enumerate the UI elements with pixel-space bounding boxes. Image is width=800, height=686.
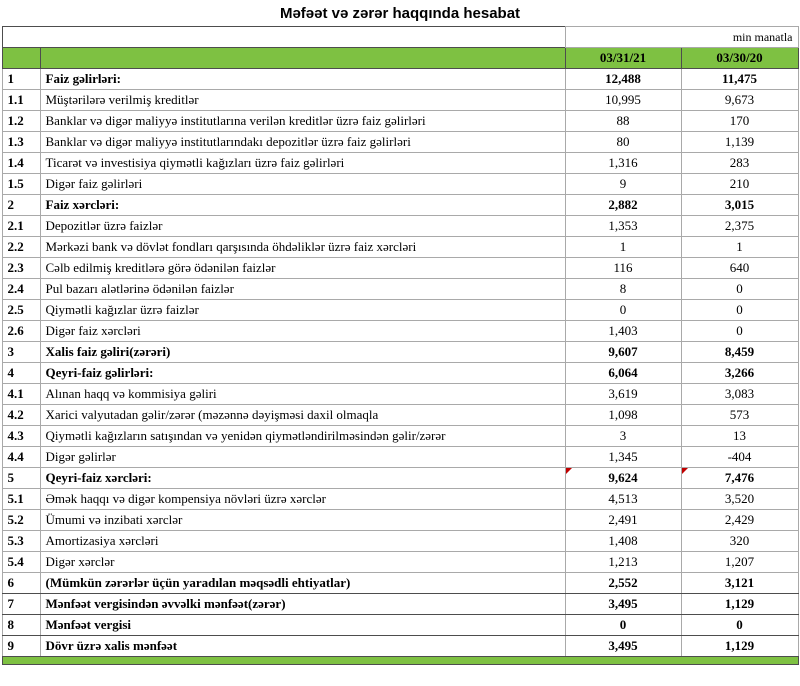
- value-cell: 1,345: [565, 447, 681, 468]
- value-cell: 3,495: [565, 594, 681, 615]
- value-cell: 9,607: [565, 342, 681, 363]
- row-number-cell: 1: [2, 69, 40, 90]
- value-cell: 1,207: [681, 552, 798, 573]
- row-number-cell: 2.3: [2, 258, 40, 279]
- value-cell: 3,121: [681, 573, 798, 594]
- row-number-cell: 2: [2, 195, 40, 216]
- row-label-cell: Ticarət və investisiya qiymətli kağızları üzrə faiz gəlirləri: [40, 153, 565, 174]
- row-label-cell: Pul bazarı alətlərinə ödənilən faizlər: [40, 279, 565, 300]
- value-cell: 1: [681, 237, 798, 258]
- page-title: Məfəət və zərər haqqında hesabat: [279, 5, 521, 22]
- row-number-cell: 1.4: [2, 153, 40, 174]
- row-number-cell: 4.2: [2, 405, 40, 426]
- table-row: [2, 615, 798, 636]
- unit-note-spacer: [2, 27, 565, 48]
- value-cell: 116: [565, 258, 681, 279]
- value-cell: 3,083: [681, 384, 798, 405]
- value-cell: 1,213: [565, 552, 681, 573]
- value-cell: 1,316: [565, 153, 681, 174]
- table-row: [2, 363, 798, 384]
- table-row: [2, 195, 798, 216]
- row-number-cell: 2.2: [2, 237, 40, 258]
- value-cell: 3,495: [565, 636, 681, 657]
- table-row: [2, 90, 798, 111]
- value-cell: 6,064: [565, 363, 681, 384]
- table-row: [2, 258, 798, 279]
- row-label-cell: Digər faiz gəlirləri: [40, 174, 565, 195]
- header-num-cell: [2, 48, 40, 69]
- value-cell: 1,129: [681, 594, 798, 615]
- row-number-cell: 5.3: [2, 531, 40, 552]
- unit-note: min manatla: [565, 27, 798, 48]
- table-row: [2, 111, 798, 132]
- value-cell: 10,995: [565, 90, 681, 111]
- unit-note-row: [2, 27, 798, 48]
- table-row: [2, 489, 798, 510]
- value-cell: 320: [681, 531, 798, 552]
- value-cell: 1: [565, 237, 681, 258]
- row-label-cell: Əmək haqqı və digər kompensiya növləri üzrə xərclər: [40, 489, 565, 510]
- table-row: [2, 573, 798, 594]
- header-period-1: 03/31/21: [565, 48, 681, 69]
- table-row: [2, 153, 798, 174]
- row-label-cell: Qeyri-faiz gəlirləri:: [40, 363, 565, 384]
- value-cell: 0: [681, 615, 798, 636]
- table-row: [2, 447, 798, 468]
- table-row: [2, 279, 798, 300]
- row-label-cell: Digər gəlirlər: [40, 447, 565, 468]
- row-label-cell: (Mümkün zərərlər üçün yaradılan məqsədli ehtiyatlar): [40, 573, 565, 594]
- value-cell: 12,488: [565, 69, 681, 90]
- table-row: [2, 174, 798, 195]
- row-number-cell: 2.5: [2, 300, 40, 321]
- table-row: [2, 132, 798, 153]
- row-label-cell: Xalis faiz gəliri(zərəri): [40, 342, 565, 363]
- row-label-cell: Mənfəət vergisi: [40, 615, 565, 636]
- header-period-2: 03/30/20: [681, 48, 798, 69]
- table-row: [2, 594, 798, 615]
- row-label-cell: Alınan haqq və kommisiya gəliri: [40, 384, 565, 405]
- row-number-cell: 1.3: [2, 132, 40, 153]
- value-cell: 9,624: [565, 468, 681, 489]
- row-label-cell: Mərkəzi bank və dövlət fondları qarşısında öhdəliklər üzrə faiz xərcləri: [40, 237, 565, 258]
- row-label-cell: Müştərilərə verilmiş kreditlər: [40, 90, 565, 111]
- report-table: [2, 26, 799, 665]
- row-label-cell: Cəlb edilmiş kreditlərə görə ödənilən faizlər: [40, 258, 565, 279]
- value-cell: 1,353: [565, 216, 681, 237]
- value-cell: 3,266: [681, 363, 798, 384]
- row-number-cell: 4.3: [2, 426, 40, 447]
- value-cell: 7,476: [681, 468, 798, 489]
- header-desc-cell: [40, 48, 565, 69]
- table-row: [2, 216, 798, 237]
- table-row: [2, 468, 798, 489]
- value-cell: 8,459: [681, 342, 798, 363]
- value-cell: 80: [565, 132, 681, 153]
- value-cell: 0: [681, 321, 798, 342]
- table-row: [2, 69, 798, 90]
- row-label-cell: Banklar və digər maliyyə institutlarındakı depozitlər üzrə faiz gəlirləri: [40, 132, 565, 153]
- value-cell: 2,552: [565, 573, 681, 594]
- table-row: [2, 426, 798, 447]
- table-header-row: [2, 48, 798, 69]
- value-cell: 640: [681, 258, 798, 279]
- row-label-cell: Qiymətli kağızlar üzrə faizlər: [40, 300, 565, 321]
- table-row: [2, 321, 798, 342]
- value-cell: 0: [565, 300, 681, 321]
- table-row: [2, 300, 798, 321]
- row-label-cell: Faiz xərcləri:: [40, 195, 565, 216]
- value-cell: 573: [681, 405, 798, 426]
- value-cell: 13: [681, 426, 798, 447]
- row-number-cell: 6: [2, 573, 40, 594]
- row-number-cell: 5.4: [2, 552, 40, 573]
- row-number-cell: 4: [2, 363, 40, 384]
- row-number-cell: 2.4: [2, 279, 40, 300]
- row-number-cell: 5.2: [2, 510, 40, 531]
- table-row: [2, 531, 798, 552]
- table-row: [2, 510, 798, 531]
- value-cell: 1,408: [565, 531, 681, 552]
- report-rows: [2, 27, 798, 665]
- row-label-cell: Mənfəət vergisindən əvvəlki mənfəət(zərər): [40, 594, 565, 615]
- row-label-cell: Xarici valyutadan gəlir/zərər (məzənnə dəyişməsi daxil olmaqla: [40, 405, 565, 426]
- value-cell: 0: [565, 615, 681, 636]
- value-cell: 11,475: [681, 69, 798, 90]
- value-cell: 210: [681, 174, 798, 195]
- row-label-cell: Banklar və digər maliyyə institutlarına verilən kreditlər üzrə faiz gəlirləri: [40, 111, 565, 132]
- row-label-cell: Qeyri-faiz xərcləri:: [40, 468, 565, 489]
- table-row: [2, 342, 798, 363]
- value-cell: 1,098: [565, 405, 681, 426]
- value-cell: 2,429: [681, 510, 798, 531]
- row-label-cell: Qiymətli kağızların satışından və yenidən qiymətləndirilməsindən gəlir/zərər: [40, 426, 565, 447]
- value-cell: 1,403: [565, 321, 681, 342]
- table-row: [2, 405, 798, 426]
- row-label-cell: Digər xərclər: [40, 552, 565, 573]
- row-number-cell: 1.5: [2, 174, 40, 195]
- value-cell: 170: [681, 111, 798, 132]
- row-label-cell: Amortizasiya xərcləri: [40, 531, 565, 552]
- row-label-cell: Dövr üzrə xalis mənfəət: [40, 636, 565, 657]
- row-label-cell: Faiz gəlirləri:: [40, 69, 565, 90]
- row-number-cell: 2.6: [2, 321, 40, 342]
- row-number-cell: 5: [2, 468, 40, 489]
- value-cell: 283: [681, 153, 798, 174]
- value-cell: 9,673: [681, 90, 798, 111]
- row-number-cell: 8: [2, 615, 40, 636]
- value-cell: 1,139: [681, 132, 798, 153]
- row-number-cell: 7: [2, 594, 40, 615]
- table-row: [2, 552, 798, 573]
- value-cell: 8: [565, 279, 681, 300]
- row-number-cell: 4.1: [2, 384, 40, 405]
- table-row: [2, 237, 798, 258]
- value-cell: 3,619: [565, 384, 681, 405]
- value-cell: 9: [565, 174, 681, 195]
- value-cell: 1,129: [681, 636, 798, 657]
- bottom-green-row: [2, 657, 798, 665]
- table-row: [2, 384, 798, 405]
- row-label-cell: Digər faiz xərcləri: [40, 321, 565, 342]
- table-row: [2, 636, 798, 657]
- value-cell: 2,882: [565, 195, 681, 216]
- row-number-cell: 5.1: [2, 489, 40, 510]
- row-number-cell: 2.1: [2, 216, 40, 237]
- row-number-cell: 3: [2, 342, 40, 363]
- value-cell: 0: [681, 300, 798, 321]
- value-cell: 3,015: [681, 195, 798, 216]
- value-cell: 2,491: [565, 510, 681, 531]
- row-label-cell: Depozitlər üzrə faizlər: [40, 216, 565, 237]
- value-cell: 88: [565, 111, 681, 132]
- value-cell: 3,520: [681, 489, 798, 510]
- row-number-cell: 1.1: [2, 90, 40, 111]
- value-cell: 4,513: [565, 489, 681, 510]
- value-cell: 0: [681, 279, 798, 300]
- row-number-cell: 1.2: [2, 111, 40, 132]
- value-cell: 3: [565, 426, 681, 447]
- row-label-cell: Ümumi və inzibati xərclər: [40, 510, 565, 531]
- value-cell: 2,375: [681, 216, 798, 237]
- bottom-green-cell: [2, 657, 798, 665]
- value-cell: -404: [681, 447, 798, 468]
- row-number-cell: 9: [2, 636, 40, 657]
- row-number-cell: 4.4: [2, 447, 40, 468]
